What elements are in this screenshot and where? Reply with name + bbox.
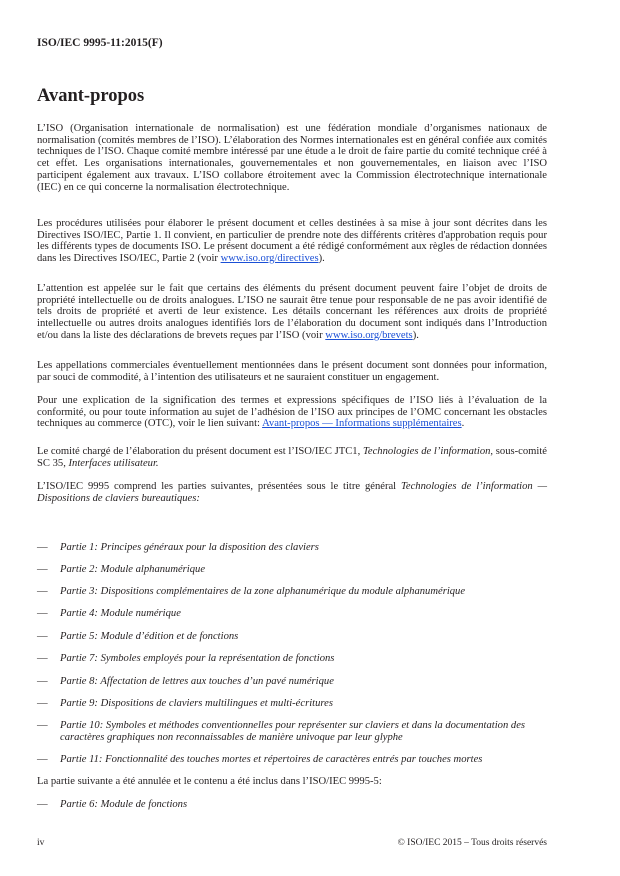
page-footer: [37, 838, 547, 848]
paragraph-iso-intro: L’ISO (Organisation internationale de normalisation) est une fédération mondiale d’organismes nationaux de normalisation (comités membres de l’ISO). L’élaboration des Normes internationales est en général confiée aux comités techniques de l’ISO. Chaque comité membre intéressé par une étude a le droit de faire partie du comité technique créé à cet effet. Les organisations internationales, gouvernementales et non gouvernementales, en liaison avec l’ISO participent également aux travaux. L’ISO collabore étroitement avec la Commission électrotechnique internationale (IEC) en ce qui concerne la normalisation électrotechnique.: [37, 123, 547, 193]
paragraph-patents: L’attention est appelée sur le fait que certains des éléments du présent document peuvent faire l’objet de droits de propriété intellectuelle ou de droits analogues. L’ISO ne saurait être tenue pour responsable de ne pas avoir identifié de tels droits de propriété et averti de leur existence. Les détails concernant les références aux droits de propriété intellectuelle ou autres droits analogues identifiés lors de l’élaboration du document sont indiqués dans l’Introduction et/ou dans la liste des déclarations de brevets reçues par l’ISO (voir www.iso.org/brevets).: [37, 283, 547, 341]
list-item: — Partie 9: Dispositions de claviers multilingues et multi-écritures: [37, 698, 333, 709]
list-item-cancelled: — Partie 6: Module de fonctions: [37, 799, 188, 810]
list-item: — Partie 11: Fonctionnalité des touches mortes et répertoires de caractères entrés par touches mortes: [37, 754, 483, 765]
paragraph-conformity: Pour une explication de la signification des termes et expressions spécifiques de l’ISO liés à l’évaluation de la conformité, ou pour toute information au sujet de l’adhésion de l’ISO aux principes de l’OMC concernant les obstacles techniques au commerce (OTC), voir le lien suivant: Avant-propos — Informations supplémentaires.: [37, 395, 547, 430]
paragraph-procedures: Les procédures utilisées pour élaborer le présent document et celles destinées à sa mise à jour sont décrites dans les Directives ISO/IEC, Partie 1. Il convient, en particulier de prendre note des différents critères d'approbation requis pour les différents types de documents ISO. Le présent document a été rédigé conformément aux règles de rédaction données dans les Directives ISO/IEC, Partie 2 (voir www.iso.org/directives).: [37, 218, 547, 265]
link-brevets[interactable]: www.iso.org/brevets: [325, 329, 413, 341]
copyright: © ISO/IEC 2015 – Tous droits réservés: [397, 838, 547, 848]
paragraph-trade-names: Les appellations commerciales éventuellement mentionnées dans le présent document sont données pour information, par souci de commodité, à l’intention des utilisateurs et ne sauraient constituer un engagement.: [37, 360, 547, 383]
list-item: — Partie 7: Symboles employés pour la représentation de fonctions: [37, 653, 335, 664]
paragraph-parts-intro: L’ISO/IEC 9995 comprend les parties suivantes, présentées sous le titre général Technologies de l’information — Dispositions de claviers bureautiques:: [37, 481, 547, 504]
list-item: — Partie 2: Module alphanumérique: [37, 564, 206, 575]
list-item: — Partie 8: Affectation de lettres aux touches d’un pavé numérique: [37, 676, 334, 687]
list-item: — Partie 1: Principes généraux pour la disposition des claviers: [37, 542, 319, 553]
list-item: — Partie 4: Module numérique: [37, 608, 181, 619]
page-number: iv: [37, 838, 45, 848]
page-title: Avant-propos: [37, 86, 145, 106]
paragraph-cancelled: La partie suivante a été annulée et le contenu a été inclus dans l’ISO/IEC 9995-5:: [37, 776, 382, 787]
link-directives[interactable]: www.iso.org/directives: [220, 253, 319, 265]
list-item: — Partie 3: Dispositions complémentaires de la zone alphanumérique du module alphanumérique: [37, 586, 466, 597]
document-id: ISO/IEC 9995-11:2015(F): [37, 37, 163, 49]
list-item: — Partie 10: Symboles et méthodes conventionnelles pour représenter sur claviers et dans la documentation des caractères graphiques non reconnaissables de manière univoque par leur glyphe: [37, 720, 526, 743]
link-avant-propos-info[interactable]: Avant-propos — Informations supplémentaires: [262, 418, 462, 430]
paragraph-committee: Le comité chargé de l’élaboration du présent document est l’ISO/IEC JTC1, Technologies de l’information, sous-comité SC 35, Interfaces utilisateur.: [37, 446, 547, 469]
list-item: — Partie 5: Module d’édition et de fonctions: [37, 631, 239, 642]
